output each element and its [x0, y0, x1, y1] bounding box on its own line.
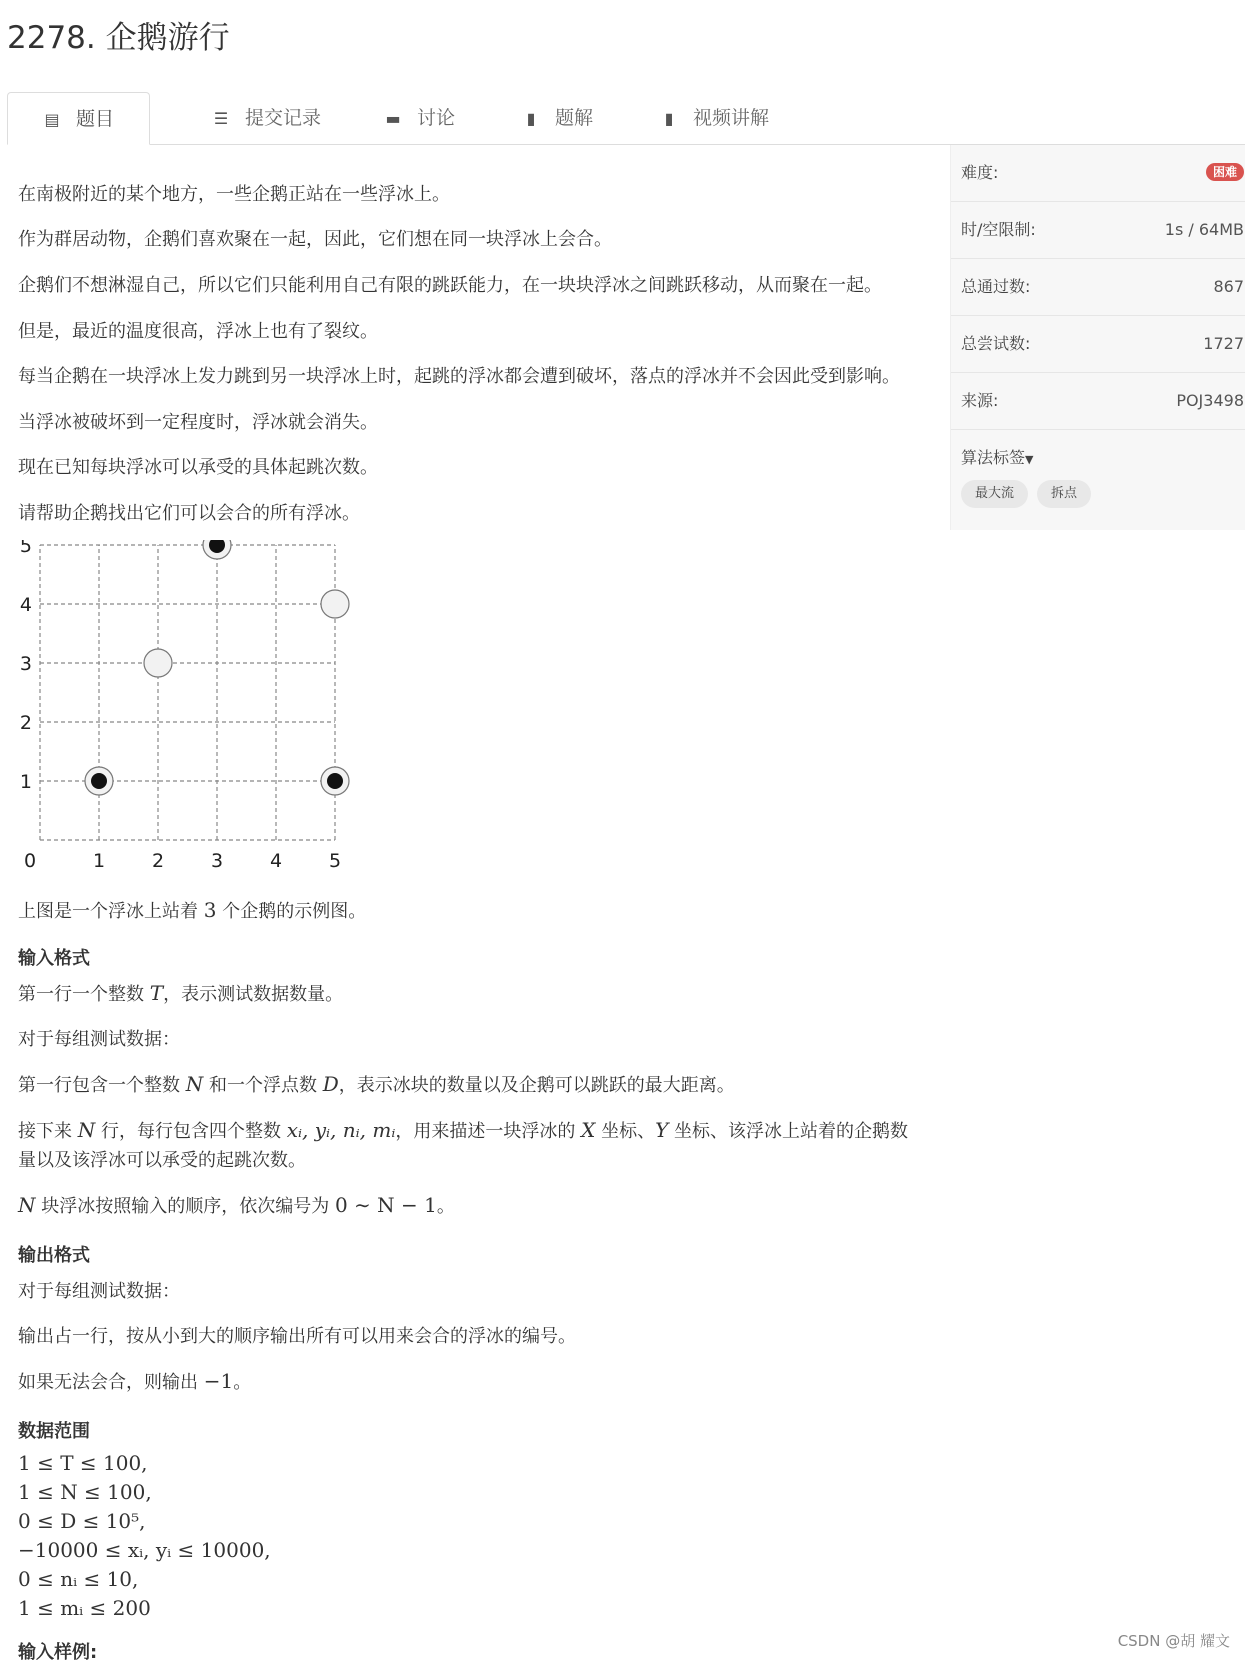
page-title: 2278. 企鹅游行	[7, 20, 230, 56]
input-line	[18, 1117, 908, 1143]
figure-caption	[18, 897, 366, 923]
passed-row	[951, 259, 1245, 316]
passed-value: 867	[1213, 277, 1244, 296]
problem-info-panel	[950, 145, 1245, 530]
constraint-line: 1 ≤ N ≤ 100,	[18, 1480, 152, 1504]
text: ，用来描述一块浮冰的	[395, 1121, 582, 1142]
tab-solutions[interactable]	[487, 92, 593, 144]
paragraph: 请帮助企鹅找出它们可以会合的所有浮冰。	[18, 503, 360, 524]
caption-text: 上图是一个浮冰上站着	[18, 901, 204, 922]
penguin-marker	[91, 773, 107, 789]
math: 0 ∼ N − 1	[334, 1193, 437, 1217]
input-format-heading: 输入格式	[18, 948, 90, 969]
math: Y	[655, 1118, 669, 1142]
text: 坐标、	[595, 1121, 656, 1142]
text: 行，每行包含四个整数	[95, 1121, 287, 1142]
attempts-value: 1727	[1203, 334, 1244, 353]
math: N	[18, 1193, 36, 1217]
problem-icon: ▤	[44, 110, 60, 129]
limit-row	[951, 202, 1245, 259]
y-tick-label: 2	[19, 712, 32, 734]
ice-floe	[321, 590, 349, 618]
paragraph: 作为群居动物，企鹅们喜欢聚在一起，因此，它们想在同一块浮冰上会合。	[18, 229, 612, 250]
source-label: 来源:	[961, 391, 999, 410]
example-figure	[18, 540, 358, 889]
paragraph: 当浮冰被破坏到一定程度时，浮冰就会消失。	[18, 412, 378, 433]
book-icon: ▮	[526, 109, 536, 128]
y-tick-label: 1	[19, 771, 32, 793]
x-tick-label: 4	[269, 850, 283, 872]
tab-problem-label: 题目	[76, 108, 115, 130]
tag-max-flow[interactable]: 最大流	[961, 480, 1028, 508]
paragraph: 每当企鹅在一块浮冰上发力跳到另一块浮冰上时，起跳的浮冰都会遭到破坏，落点的浮冰并不会因此受到影响。	[18, 366, 900, 387]
output-format-heading: 输出格式	[18, 1245, 90, 1266]
input-line: 量以及该浮冰可以承受的起跳次数。	[18, 1150, 306, 1171]
source-row	[951, 373, 1245, 430]
tab-problem[interactable]	[7, 92, 150, 145]
sample-input-heading: 输入样例:	[18, 1642, 98, 1663]
tab-discussion[interactable]	[349, 92, 455, 144]
text: 第一行包含一个整数	[18, 1075, 186, 1096]
tab-video-label: 视频讲解	[693, 107, 770, 129]
caret-down-icon: ▼	[1025, 453, 1034, 466]
video-icon: ▮	[664, 109, 674, 128]
math: xᵢ, yᵢ, nᵢ, mᵢ	[286, 1118, 396, 1142]
text: 如果无法会合，则输出	[18, 1372, 204, 1393]
paragraph: 企鹅们不想淋湿自己，所以它们只能利用自己有限的跳跃能力，在一块块浮冰之间跳跃移动，从而聚在一起。	[18, 275, 882, 296]
x-tick-label: 3	[210, 850, 224, 872]
math: N	[185, 1072, 204, 1096]
y-tick-label: 3	[19, 653, 32, 675]
text: 块浮冰按照输入的顺序，依次编号为	[35, 1196, 335, 1217]
math: X	[581, 1118, 596, 1142]
difficulty-badge: 困难	[1206, 163, 1244, 181]
constraint-line: 1 ≤ T ≤ 100,	[18, 1451, 148, 1475]
caption-text: 个企鹅的示例图。	[216, 901, 367, 922]
tab-solutions-label: 题解	[555, 107, 594, 129]
attempts-row	[951, 316, 1245, 373]
math: D	[322, 1072, 339, 1096]
constraints-heading: 数据范围	[18, 1421, 90, 1442]
text: 第一行一个整数	[18, 984, 150, 1005]
paragraph: 但是，最近的温度很高，浮冰上也有了裂纹。	[18, 321, 378, 342]
output-line	[18, 1368, 251, 1394]
caption-number: 3	[203, 898, 217, 922]
comment-icon: ▬	[385, 109, 401, 128]
tab-submissions[interactable]	[177, 92, 321, 144]
y-tick-label: 4	[19, 594, 32, 616]
penguin-marker	[327, 773, 343, 789]
attempts-label: 总尝试数:	[961, 334, 1031, 353]
math: T	[149, 981, 164, 1005]
list-icon: ☰	[213, 109, 229, 128]
math: N	[77, 1118, 96, 1142]
x-tick-label: 2	[151, 850, 165, 872]
difficulty-row	[951, 145, 1245, 202]
text: 坐标、该浮冰上站着的企鹅数	[668, 1121, 909, 1142]
tab-discussion-label: 讨论	[417, 107, 456, 129]
limit-label: 时/空限制:	[961, 220, 1036, 239]
paragraph: 在南极附近的某个地方，一些企鹅正站在一些浮冰上。	[18, 184, 450, 205]
x-tick-label: 0	[23, 850, 37, 872]
input-line	[18, 980, 343, 1006]
tags-toggle[interactable]	[961, 445, 1033, 468]
limit-value: 1s / 64MB	[1164, 220, 1244, 239]
output-line: 输出占一行，按从小到大的顺序输出所有可以用来会合的浮冰的编号。	[18, 1326, 576, 1347]
x-tick-label: 5	[328, 850, 342, 872]
x-tick-label: 1	[92, 850, 106, 872]
y-tick-label: 5	[19, 540, 32, 557]
input-line	[18, 1192, 455, 1218]
math: −1	[203, 1369, 234, 1393]
text: 。	[233, 1372, 252, 1393]
source-value[interactable]: POJ3498	[1176, 391, 1244, 410]
tab-bar	[7, 92, 1245, 145]
text: 和一个浮点数	[203, 1075, 323, 1096]
ice-floe	[144, 649, 172, 677]
tags-label: 算法标签	[961, 448, 1026, 467]
paragraph: 现在已知每块浮冰可以承受的具体起跳次数。	[18, 457, 378, 478]
text: 。	[436, 1196, 455, 1217]
text: ，表示测试数据数量。	[163, 984, 344, 1005]
ice-floe-grid	[18, 540, 358, 885]
tag-split-node[interactable]: 拆点	[1037, 480, 1091, 508]
difficulty-label: 难度:	[961, 163, 999, 182]
constraint-line: −10000 ≤ xᵢ, yᵢ ≤ 10000,	[18, 1538, 271, 1562]
constraint-line: 0 ≤ nᵢ ≤ 10,	[18, 1567, 139, 1591]
tab-submissions-label: 提交记录	[245, 107, 322, 129]
text: ，表示冰块的数量以及企鹅可以跳跃的最大距离。	[338, 1075, 735, 1096]
tab-video[interactable]	[625, 92, 769, 144]
input-line	[18, 1071, 735, 1097]
passed-label: 总通过数:	[961, 277, 1031, 296]
text: 接下来	[18, 1121, 78, 1142]
constraint-line: 1 ≤ mᵢ ≤ 200	[18, 1596, 151, 1620]
constraint-line: 0 ≤ D ≤ 10⁵,	[18, 1509, 146, 1533]
output-line: 对于每组测试数据：	[18, 1281, 180, 1302]
input-line: 对于每组测试数据：	[18, 1029, 180, 1050]
watermark: CSDN @胡 耀文	[1117, 1632, 1230, 1650]
